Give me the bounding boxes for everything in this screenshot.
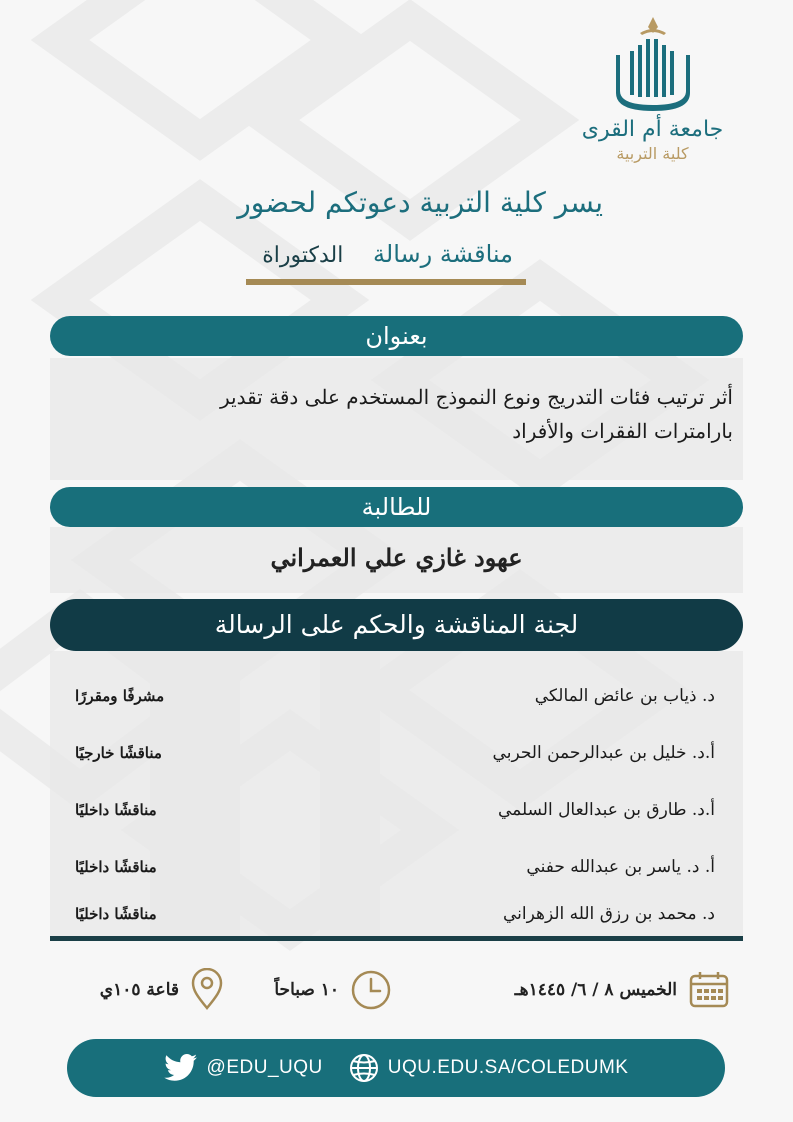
- website-url: UQU.EDU.SA/COLEDUMK: [387, 1057, 629, 1078]
- thesis-title: [93, 380, 733, 448]
- committee-member: [75, 793, 715, 827]
- section-student-header: للطالبة: [50, 487, 743, 527]
- date-text: الخميس ٨ / ٦/ ١٤٤٥هـ: [514, 980, 677, 1000]
- degree-label: الدكتوراة: [262, 243, 344, 268]
- event-time: [274, 962, 393, 1018]
- clock-icon: [349, 968, 393, 1012]
- discussion-label: مناقشة رسالة: [373, 240, 513, 268]
- twitter-handle: @EDU_UQU: [206, 1057, 323, 1078]
- committee-bottom-line: [50, 936, 743, 941]
- member-role: مشرفًا ومقررًا: [75, 687, 165, 705]
- committee-member: [75, 897, 715, 931]
- thesis-title-line-1: أثر ترتيب فئات التدريج ونوع النموذج المستخدم على دقة تقدير: [219, 385, 733, 409]
- member-name: د. محمد بن رزق الله الزهراني: [502, 904, 715, 924]
- member-role: مناقشًا خارجيًا: [75, 744, 162, 762]
- committee-member: [75, 679, 715, 713]
- committee-member: [75, 850, 715, 884]
- invitation-heading: يسر كلية التربية دعوتكم لحضور: [237, 186, 603, 219]
- event-date: [515, 962, 731, 1018]
- member-role: مناقشًا داخليًا: [75, 801, 157, 819]
- college-name: كلية التربية: [616, 144, 689, 163]
- member-name: أ.د. خليل بن عبدالرحمن الحربي: [492, 743, 715, 763]
- section-title-header: بعنوان: [50, 316, 743, 356]
- member-role: مناقشًا داخليًا: [75, 905, 157, 923]
- time-text: ١٠ صباحاً: [274, 980, 339, 1000]
- committee-member: [75, 736, 715, 770]
- thesis-title-line-2: بارامترات الفقرات والأفراد: [512, 419, 733, 443]
- twitter-icon: [164, 1054, 198, 1082]
- member-name: أ.د. طارق بن عبدالعال السلمي: [497, 800, 715, 820]
- event-location: [100, 962, 225, 1018]
- calendar-icon: [687, 968, 731, 1012]
- gold-divider: [246, 279, 526, 285]
- globe-icon: [349, 1053, 379, 1083]
- location-pin-icon: [189, 968, 225, 1012]
- website-link[interactable]: [349, 1053, 629, 1083]
- discussion-heading: [193, 236, 513, 274]
- hall-text: قاعة ١٠٥ي: [99, 980, 179, 1000]
- university-logo: [555, 15, 750, 175]
- member-name: أ. د. ياسر بن عبدالله حفني: [526, 857, 715, 877]
- student-name: عهود غازي علي العمراني: [270, 543, 523, 572]
- member-role: مناقشًا داخليًا: [75, 858, 157, 876]
- university-name: جامعة أم القرى: [581, 117, 724, 142]
- contact-footer: [67, 1039, 725, 1097]
- twitter-link[interactable]: [164, 1054, 323, 1082]
- section-committee-header: لجنة المناقشة والحكم على الرسالة: [50, 599, 743, 651]
- logo-emblem: [608, 15, 698, 115]
- member-name: د. ذياب بن عائض المالكي: [534, 686, 715, 706]
